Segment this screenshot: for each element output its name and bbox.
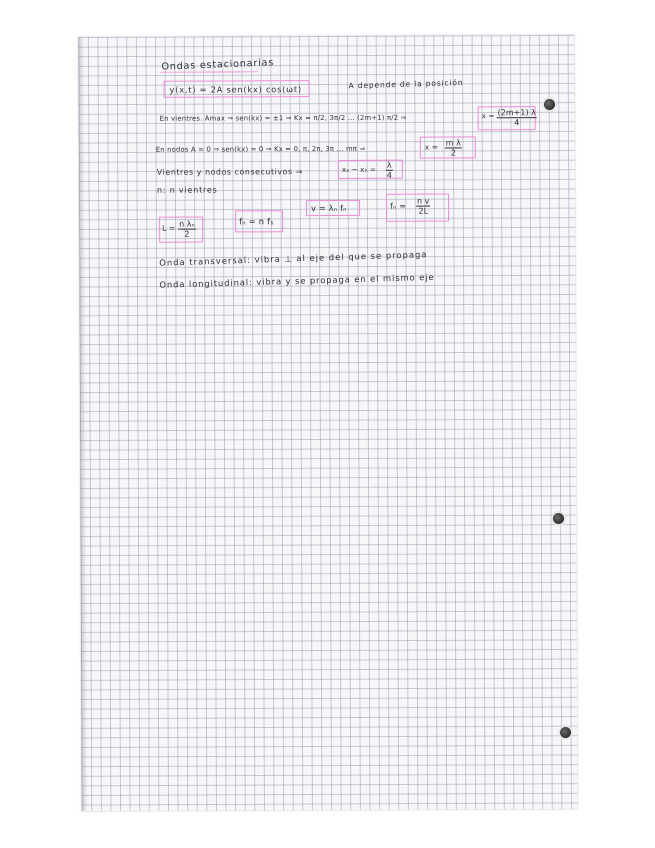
notebook-sheet	[78, 35, 577, 811]
nodes-result-den: 2	[450, 148, 456, 158]
punch-hole-top	[544, 99, 555, 110]
nodes-result-fraction	[445, 139, 462, 157]
transverse-wave-note: Onda transversal: vibra ⊥ al eje del que se propaga	[159, 249, 428, 268]
nodes-result-num: m λ	[445, 138, 461, 148]
antinodes-result-den: 4	[514, 118, 520, 128]
title-highlight	[159, 56, 258, 72]
formula-fn-den: 2L	[418, 206, 429, 216]
formula-fn-fraction	[416, 198, 430, 216]
formula-L-fraction	[178, 221, 196, 239]
formula-fn-lhs: fₙ =	[390, 201, 407, 211]
consecutive-result-den: 4	[386, 170, 392, 180]
antinodes-result-fraction	[497, 109, 537, 127]
formula-L-den: 2	[184, 229, 190, 239]
page-title: Ondas estacionarias	[161, 57, 275, 73]
n-definition: n: n vientres	[156, 185, 218, 195]
formula-v: v = λₙ fₙ	[311, 202, 347, 214]
nodes-result-lhs: x =	[424, 142, 439, 152]
antinodes-result-num: (2m+1) λ	[497, 108, 536, 118]
longitudinal-wave-note: Onda longitudinal: vibra y se propaga en el mismo eje	[159, 271, 435, 290]
wave-equation: y(x,t) = 2A sen(kx) cos(ωt)	[169, 84, 302, 95]
sheet-edge-shadow	[78, 37, 87, 811]
position-note: A depende de la posición	[348, 77, 464, 91]
punch-hole-bottom	[560, 727, 571, 738]
punch-hole-middle	[553, 513, 564, 524]
nodes-condition: En nodos A = 0 ⇒ sen(kx) = 0 ⇒ Kx = 0, π, 2π, 3π ... mπ ⇒	[155, 144, 366, 154]
formula-L-lhs: L =	[162, 223, 176, 233]
formula-f: fₙ = n f₁	[239, 216, 274, 227]
consecutive-result-fraction	[386, 162, 393, 180]
formula-L-num: n λₙ	[179, 219, 195, 229]
antinodes-result-lhs: x =	[481, 112, 495, 121]
consecutive-condition: Vientres y nodos consecutivos ⇒	[156, 167, 303, 177]
consecutive-result-lhs: x₂ − x₁ =	[341, 165, 377, 174]
formula-fn-num: n v	[417, 196, 430, 206]
antinodes-condition: En vientres. Amax ⇒ sen(kx) = ±1 ⇒ Kx = π/2, 3π/2 ... (2m+1) π/2 ⇒	[159, 113, 407, 123]
consecutive-result-num: λ	[386, 160, 392, 170]
